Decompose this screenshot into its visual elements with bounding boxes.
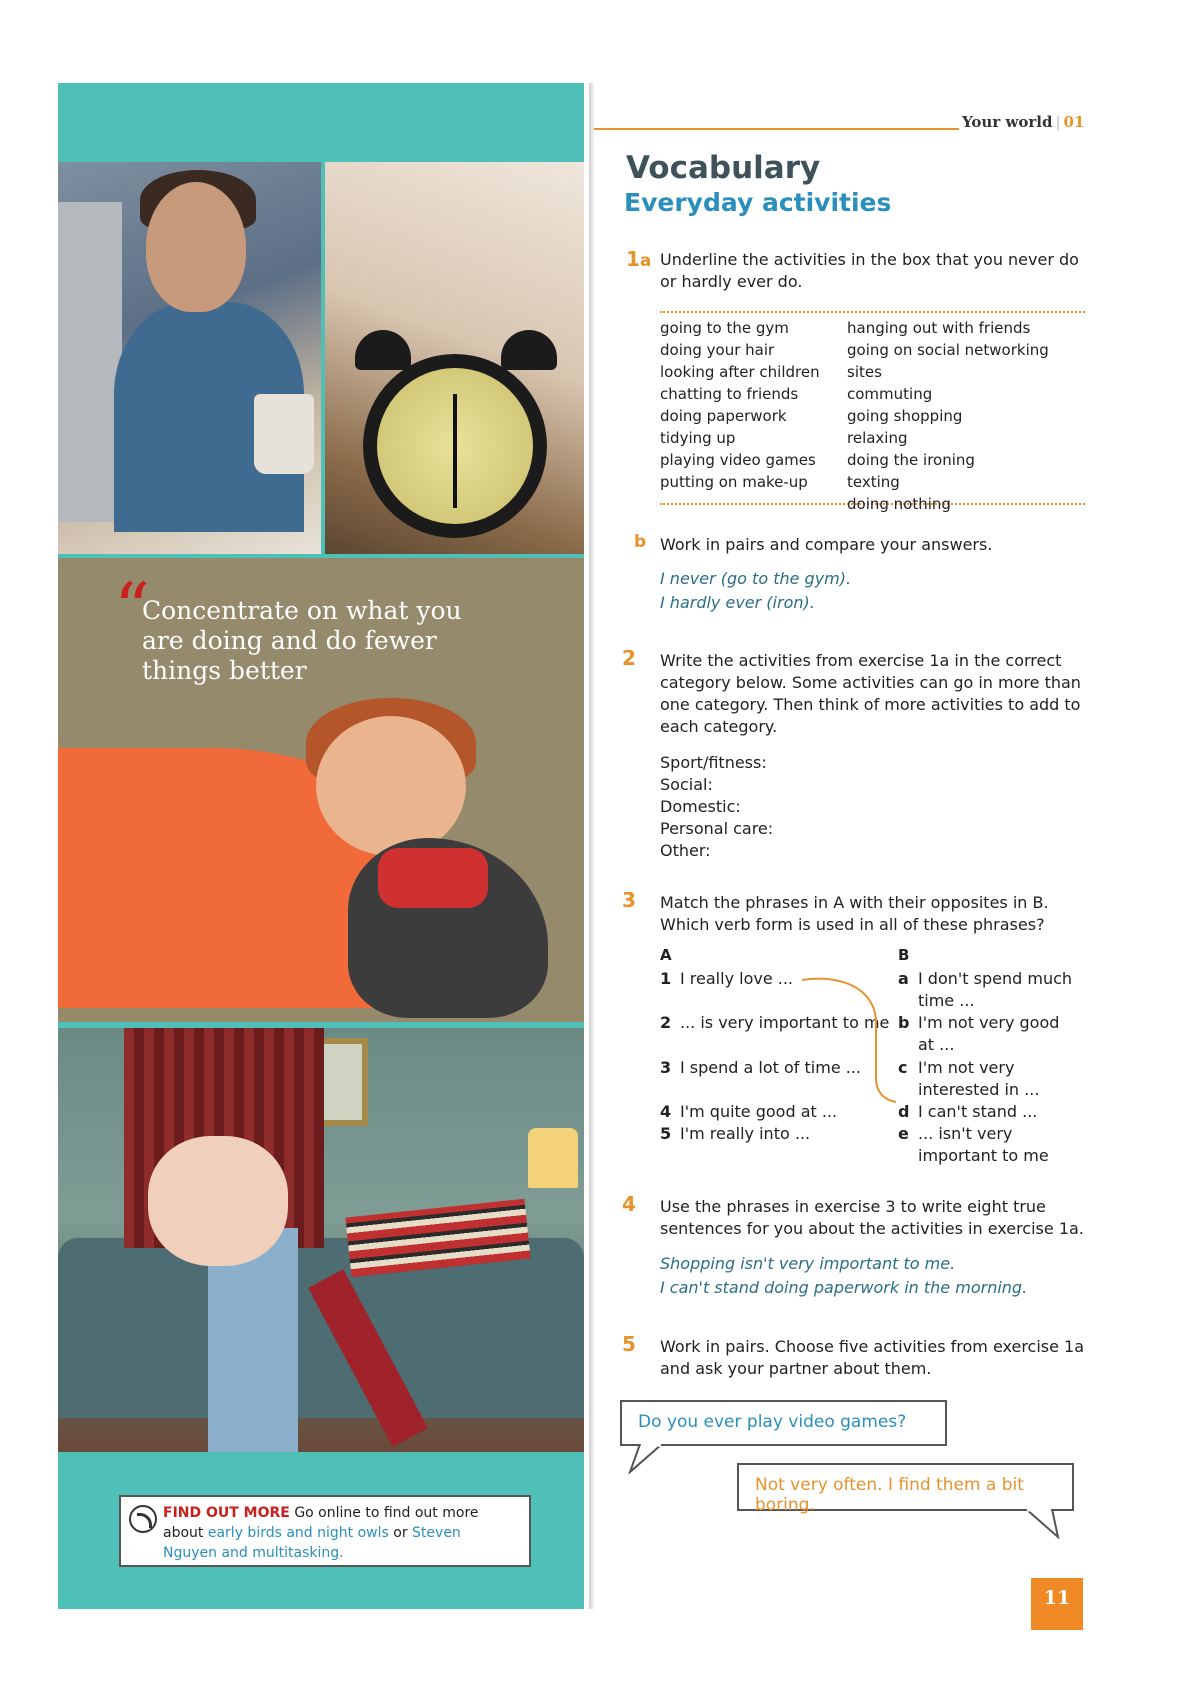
activities-column-2 bbox=[847, 317, 1085, 515]
exercise-4-instruction: Use the phrases in exercise 3 to write eight true sentences for you about the activities in exercise 1a. bbox=[660, 1197, 1084, 1238]
activity-item: texting bbox=[847, 473, 900, 491]
find-out-more-box bbox=[119, 1495, 531, 1567]
exercise-3-number: 3 bbox=[622, 888, 636, 912]
photo-tired-man-at-computer bbox=[58, 162, 321, 554]
example-line: Shopping isn't very important to me. bbox=[660, 1254, 956, 1273]
example-line: I hardly ever (iron). bbox=[660, 593, 815, 612]
category-label: Personal care: bbox=[660, 819, 774, 838]
exercise-3-instruction: Match the phrases in A with their opposites in B. Which verb form is used in all of these phrases? bbox=[660, 893, 1049, 934]
activities-box bbox=[660, 311, 1085, 513]
activity-item: doing paperwork bbox=[660, 407, 787, 425]
activity-item: hanging out with friends bbox=[847, 319, 1031, 337]
example-line: I can't stand doing paperwork in the morning. bbox=[660, 1278, 1028, 1297]
phrase-a-1: 1 I really love ... bbox=[660, 969, 794, 988]
phrase-a-3: 3 I spend a lot of time ... bbox=[660, 1058, 862, 1077]
activity-item: going to the gym bbox=[660, 319, 789, 337]
phrase-a-4: 4 I'm quite good at ... bbox=[660, 1102, 838, 1121]
match-connector-line bbox=[800, 970, 900, 1120]
category-label: Domestic: bbox=[660, 797, 741, 816]
phrase-b-d: d I can't stand ... bbox=[898, 1102, 1038, 1121]
photo-man-with-baby-vacuuming bbox=[58, 1028, 584, 1452]
link-steven-nguyen[interactable]: Steven Nguyen and multitasking. bbox=[163, 1525, 461, 1561]
exercise-4-examples bbox=[660, 1252, 1027, 1300]
exercise-1a-instruction: Underline the activities in the box that you never do or hardly ever do. bbox=[660, 250, 1079, 291]
web-signal-icon bbox=[129, 1505, 157, 1533]
quote-mark-icon: “ bbox=[114, 568, 150, 650]
page-title: Vocabulary bbox=[626, 150, 821, 186]
page-gutter bbox=[589, 83, 594, 1609]
phrase-b-a: a I don't spend much time ... bbox=[898, 969, 1073, 1010]
header-section: Your world bbox=[962, 113, 1053, 131]
activity-item: commuting bbox=[847, 385, 933, 403]
speech-bubble-question: Do you ever play video games? bbox=[620, 1400, 947, 1446]
speech-bubble-tail-left bbox=[626, 1444, 666, 1474]
column-b-header: B bbox=[898, 946, 910, 964]
category-label: Other: bbox=[660, 841, 711, 860]
pull-quote: Concentrate on what you are doing and do fewer things better bbox=[142, 596, 462, 685]
link-early-birds[interactable]: early birds and night owls bbox=[207, 1525, 389, 1541]
photo-alarm-clock bbox=[325, 162, 584, 554]
phrase-a-2: 2 ... is very important to me bbox=[660, 1013, 890, 1032]
exercise-1a-number: 1a bbox=[626, 247, 652, 271]
activity-item: relaxing bbox=[847, 429, 908, 447]
activity-item: doing the ironing bbox=[847, 451, 975, 469]
exercise-5-number: 5 bbox=[622, 1332, 636, 1356]
phrase-b-c: c I'm not very interested in ... bbox=[898, 1058, 1040, 1099]
category-label: Social: bbox=[660, 775, 713, 794]
activity-item: chatting to friends bbox=[660, 385, 799, 403]
exercise-1b-examples bbox=[660, 567, 851, 615]
phrase-b-e: e ... isn't very important to me bbox=[898, 1124, 1049, 1165]
activity-item: doing nothing bbox=[847, 495, 951, 513]
exercise-5-instruction: Work in pairs. Choose five activities from exercise 1a and ask your partner about them. bbox=[660, 1337, 1085, 1378]
exercise-4-number: 4 bbox=[622, 1192, 636, 1216]
exercise-1b-label: b bbox=[634, 532, 647, 552]
activity-item: going shopping bbox=[847, 407, 963, 425]
example-line: I never (go to the gym). bbox=[660, 569, 852, 588]
find-out-more-label: FIND OUT MORE bbox=[163, 1505, 290, 1521]
page-number: 11 bbox=[1031, 1578, 1083, 1630]
category-label: Sport/fitness: bbox=[660, 753, 767, 772]
phrase-a-5: 5 I'm really into ... bbox=[660, 1124, 811, 1143]
activity-item: putting on make-up bbox=[660, 473, 808, 491]
find-out-more-or: or bbox=[393, 1525, 408, 1541]
exercise-1b-instruction: Work in pairs and compare your answers. bbox=[660, 535, 993, 554]
activity-item: going on social networking sites bbox=[847, 341, 1049, 381]
column-a-header: A bbox=[660, 946, 672, 964]
activities-column-1 bbox=[660, 317, 820, 493]
speech-bubble-answer: Not very often. I find them a bit boring. bbox=[737, 1463, 1074, 1511]
header-rule bbox=[594, 128, 959, 130]
exercise-2-instruction: Write the activities from exercise 1a in the correct category below. Some activities can go in more than one category. Then think of more activities to add to each category. bbox=[660, 651, 1081, 736]
activity-item: tidying up bbox=[660, 429, 736, 447]
phrase-b-b: b I'm not very good at ... bbox=[898, 1013, 1060, 1054]
exercise-2-number: 2 bbox=[622, 646, 636, 670]
header-unit: 01 bbox=[1063, 113, 1085, 131]
category-list bbox=[660, 752, 773, 862]
page-subtitle: Everyday activities bbox=[624, 188, 892, 217]
speech-bubble-tail-right bbox=[1022, 1509, 1062, 1539]
running-header: Your world | 01 bbox=[962, 113, 1085, 131]
activity-item: playing video games bbox=[660, 451, 816, 469]
find-out-more-text: Go online to find out more about bbox=[163, 1505, 479, 1541]
activity-item: doing your hair bbox=[660, 341, 775, 359]
activity-item: looking after children bbox=[660, 363, 820, 381]
